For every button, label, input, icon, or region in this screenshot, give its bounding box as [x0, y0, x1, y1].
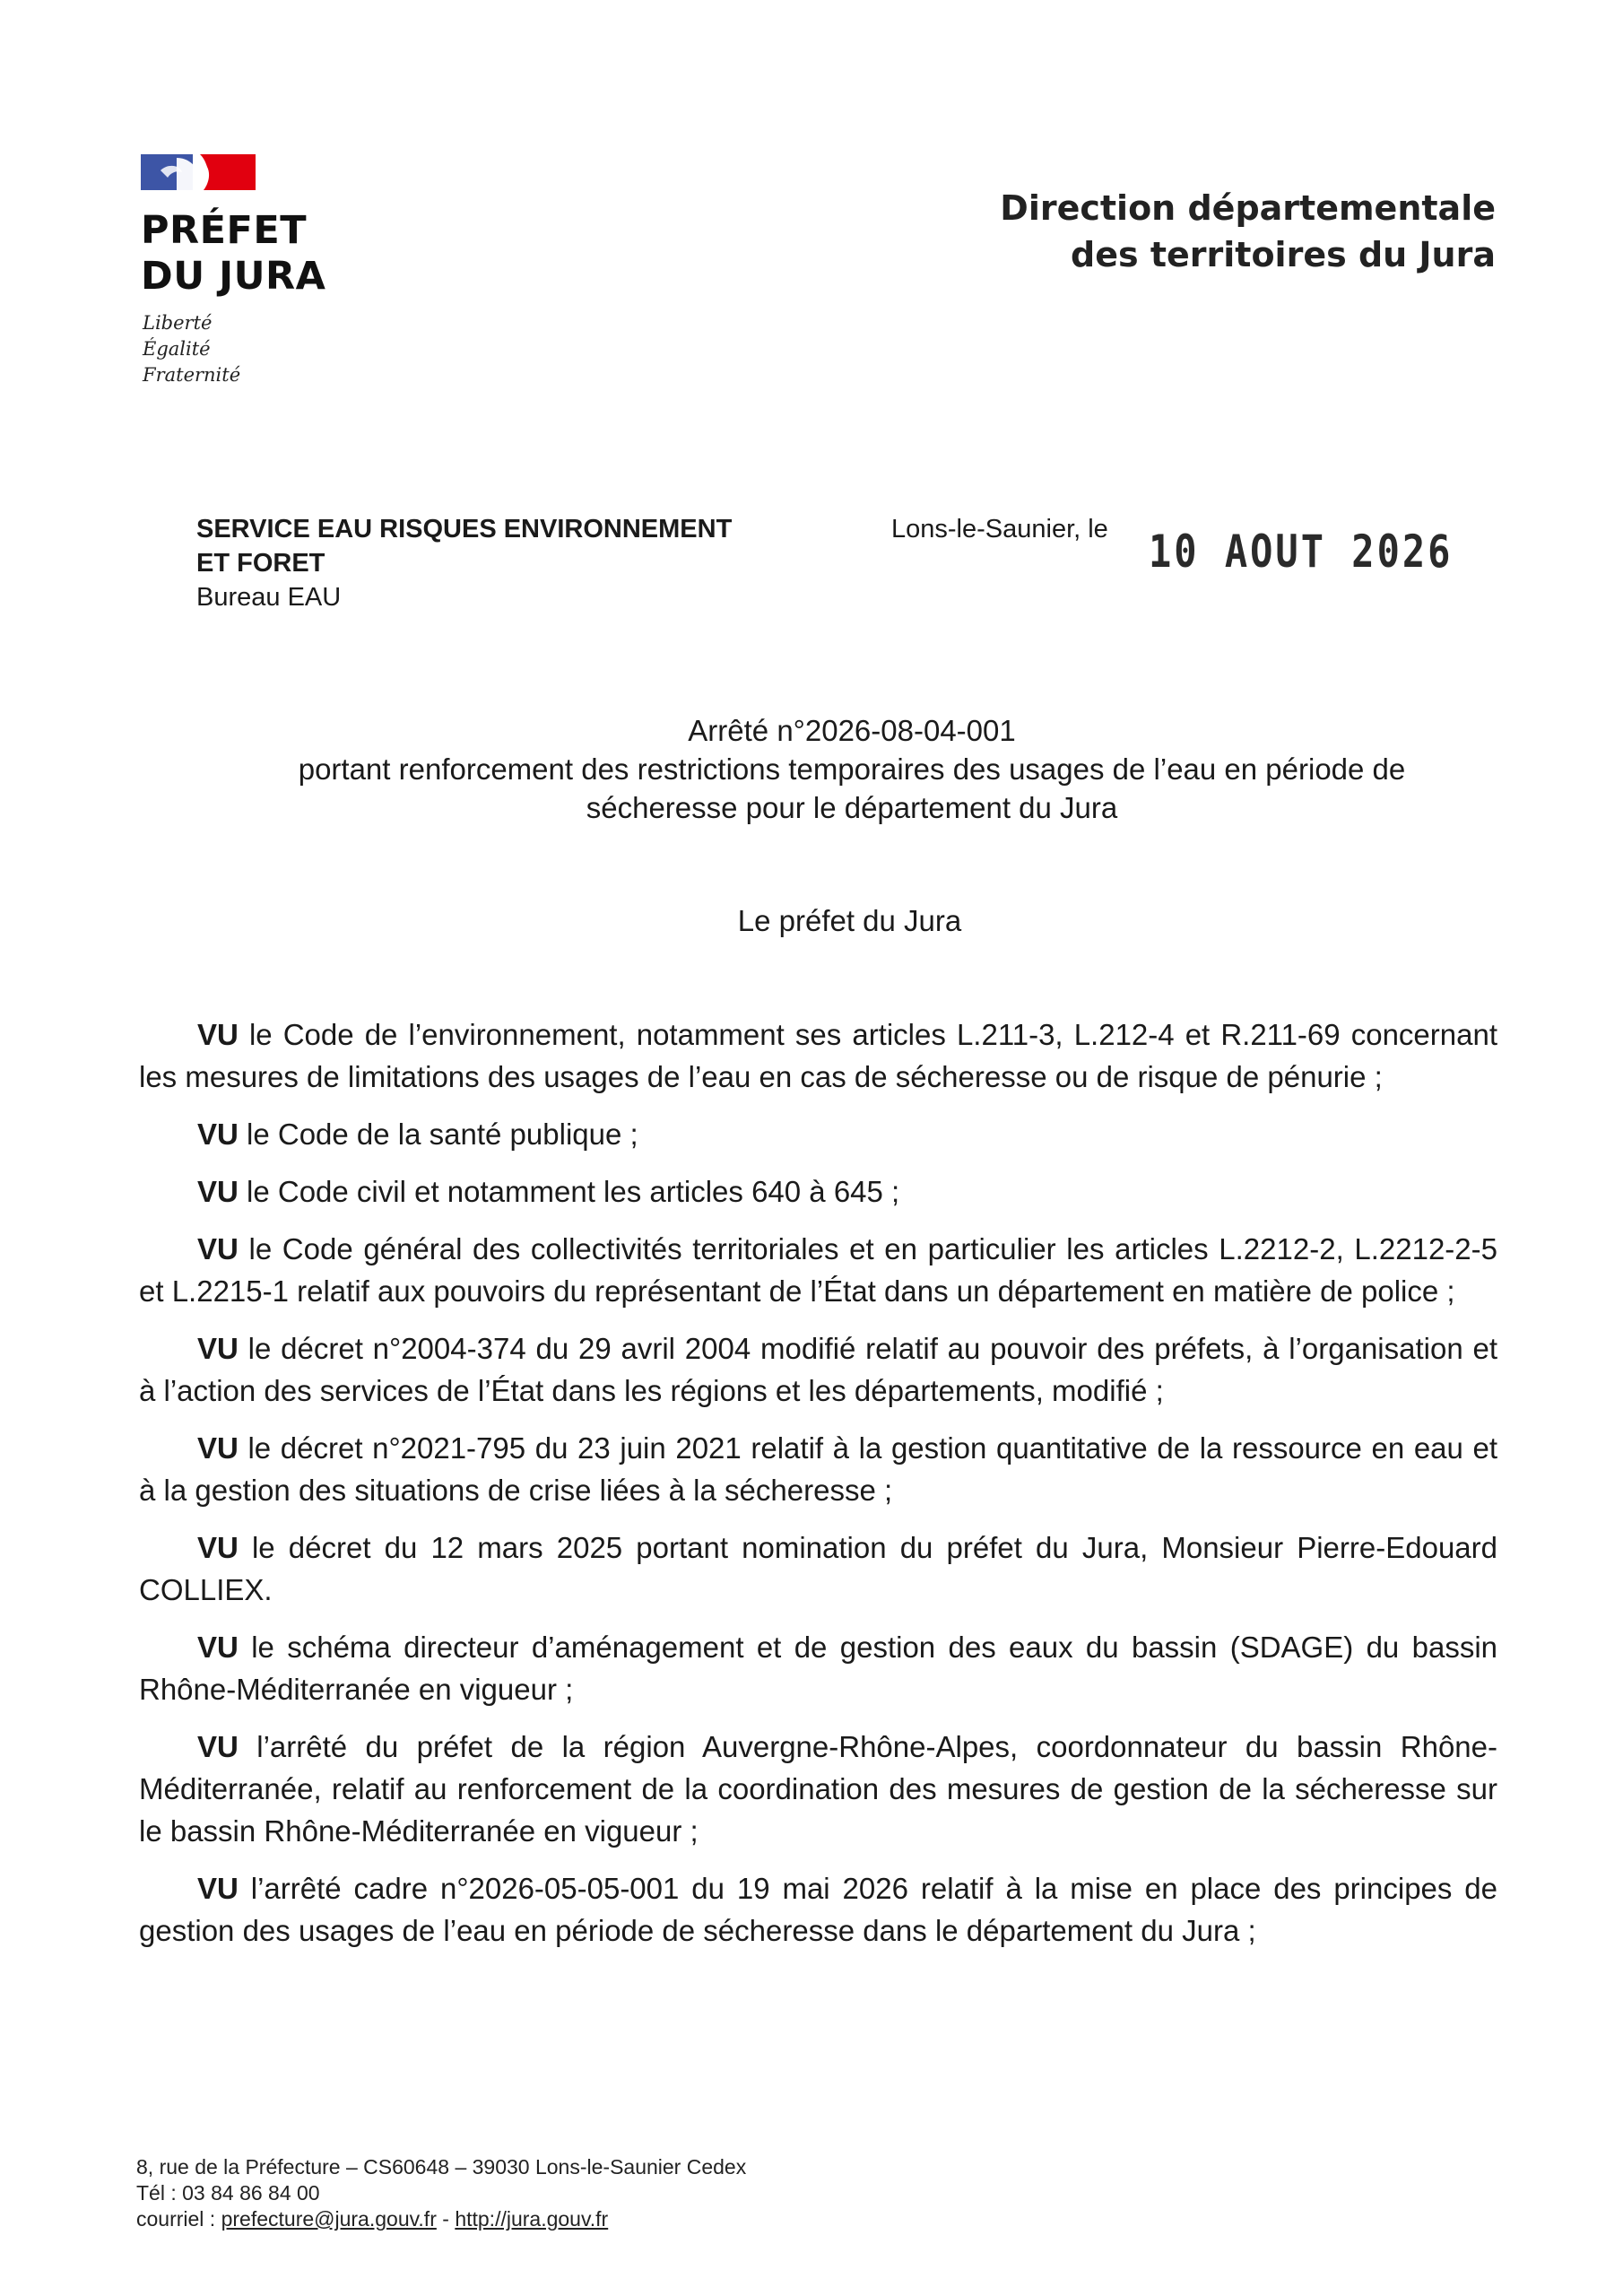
email-link[interactable]: prefecture@jura.gouv.fr	[221, 2207, 437, 2231]
visa-paragraph	[139, 1526, 1497, 1611]
visas-list	[139, 1013, 1497, 1967]
decree-subject-line-1: portant renforcement des restrictions temporaires des usages de l’eau en période de	[298, 752, 1406, 786]
vu-label: VU	[197, 1872, 239, 1905]
vu-label: VU	[197, 1018, 239, 1051]
place-label: Lons-le-Saunier, le	[891, 515, 1108, 544]
decree-title	[224, 711, 1480, 827]
footer-contact	[136, 2206, 746, 2232]
visa-paragraph	[139, 1327, 1497, 1412]
visa-text: le schéma directeur d’aménagement et de gestion des eaux du bassin (SDAGE) du bassin Rhône-Méditerranée en vigueur ;	[139, 1631, 1497, 1706]
devise	[143, 310, 356, 388]
visa-text: le Code de la santé publique ;	[247, 1118, 638, 1151]
courriel-label: courriel :	[136, 2207, 216, 2231]
decree-subject-line-2: sécheresse pour le département du Jura	[586, 791, 1118, 824]
visa-text: le Code général des collectivités territoriales et en particulier les articles L.2212-2, L.2212-2-5 et L.2215-1 relatif aux pouvoirs du représentant de l’État dans un département en matière de police ;	[139, 1232, 1497, 1308]
visa-text: l’arrêté cadre n°2026-05-05-001 du 19 mai 2026 relatif à la mise en place des principes de gestion des usages de l’eau en période de sécheresse dans le département du Jura ;	[139, 1872, 1498, 1947]
website-link[interactable]: http://jura.gouv.fr	[455, 2207, 609, 2231]
marianne-flag-icon	[141, 151, 256, 194]
vu-label: VU	[197, 1118, 239, 1151]
service-block	[196, 512, 732, 614]
footer-phone: Tél : 03 84 86 84 00	[136, 2181, 320, 2205]
visa-paragraph	[139, 1113, 1497, 1155]
footer-address: 8, rue de la Préfecture – CS60648 – 39030 Lons-le-Saunier Cedex	[136, 2155, 747, 2179]
direction-heading	[1000, 185, 1496, 278]
vu-label: VU	[197, 1232, 239, 1265]
vu-label: VU	[197, 1531, 239, 1564]
visa-paragraph	[139, 1427, 1497, 1511]
author-line: Le préfet du Jura	[737, 904, 962, 937]
visa-text: le décret du 12 mars 2025 portant nomination du préfet du Jura, Monsieur Pierre-Edouard COLLIEX.	[139, 1531, 1497, 1606]
decree-number: Arrêté n°2026-08-04-001	[688, 714, 1016, 747]
vu-label: VU	[197, 1332, 239, 1365]
footer	[136, 2154, 746, 2232]
devise-egalite: Égalité	[143, 338, 211, 360]
prefet-line-2: DU JURA	[141, 254, 326, 299]
direction-line-2: des territoires du Jura	[1071, 235, 1496, 274]
visa-text: l’arrêté du préfet de la région Auvergne-Rhône-Alpes, coordonnateur du bassin Rhône-Méditerranée, relatif au renforcement de la coordination des mesures de gestion de la sécheresse sur le bassin Rhône-Méditerranée en vigueur ;	[139, 1730, 1498, 1848]
date-stamp: 10 AOUT 2026	[1149, 526, 1454, 578]
visa-text: le Code civil et notamment les articles 640 à 645 ;	[247, 1175, 900, 1208]
prefet-line-1: PRÉFET	[141, 208, 308, 253]
visa-paragraph	[139, 1170, 1497, 1213]
service-bureau: Bureau EAU	[196, 583, 342, 612]
prefet-title	[141, 208, 356, 300]
visa-paragraph	[139, 1013, 1497, 1098]
visa-paragraph	[139, 1228, 1497, 1312]
visa-text: le décret n°2021-795 du 23 juin 2021 relatif à la gestion quantitative de la ressource en eau et à la gestion des situations de crise liées à la sécheresse ;	[139, 1431, 1498, 1507]
devise-liberte: Liberté	[143, 312, 213, 334]
footer-separator: -	[442, 2207, 449, 2231]
visa-text: le décret n°2004-374 du 29 avril 2004 modifié relatif au pouvoir des préfets, à l’organisation et à l’action des services de l’État dans les régions et les départements, modifié ;	[139, 1332, 1498, 1407]
visa-text: le Code de l’environnement, notamment ses articles L.211-3, L.212-4 et R.211-69 concernant les mesures de limitations des usages de l’eau en cas de sécheresse ou de risque de pénurie ;	[139, 1018, 1497, 1093]
visa-paragraph	[139, 1626, 1497, 1710]
devise-fraternite: Fraternité	[143, 364, 241, 386]
visa-paragraph	[139, 1867, 1497, 1952]
prefecture-logo	[141, 151, 356, 388]
vu-label: VU	[197, 1431, 239, 1465]
service-line-2: ET FORET	[196, 549, 325, 578]
visa-paragraph	[139, 1726, 1497, 1852]
direction-line-1: Direction départementale	[1000, 188, 1496, 228]
vu-label: VU	[197, 1631, 239, 1664]
vu-label: VU	[197, 1175, 239, 1208]
service-line-1: SERVICE EAU RISQUES ENVIRONNEMENT	[196, 515, 733, 544]
vu-label: VU	[197, 1730, 239, 1763]
